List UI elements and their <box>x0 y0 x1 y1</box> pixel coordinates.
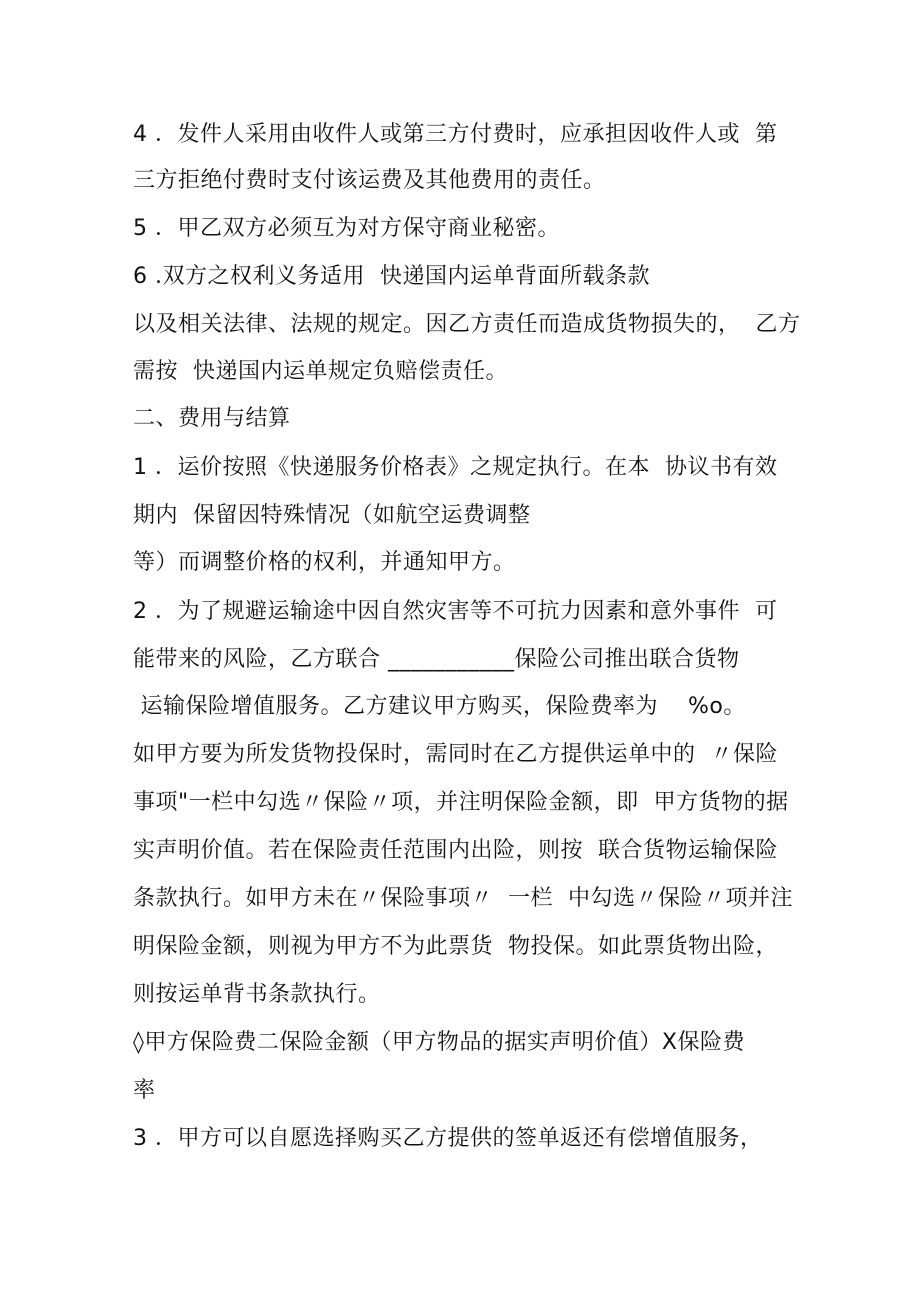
text-line: 如甲方要为所发货物投保时，需同时在乙方提供运单中的 〃保险 <box>133 742 778 767</box>
text-line: 则按运单背书条款执行。 <box>133 982 381 1007</box>
text-line: 能带来的风险，乙方联合 ___________保险公司推出联合货物 <box>133 647 740 672</box>
text-line: 3 ．甲方可以自愿选择购买乙方提供的签单返还有偿增值服务， <box>133 1126 763 1151</box>
formula-line: ◊甲方保险费二保险金额（甲方物品的据实声明价值）X保险费 <box>133 1030 745 1055</box>
section-heading: 二、费用与结算 <box>133 406 291 431</box>
text-line: 5 ．甲乙双方必须互为对方保守商业秘密。 <box>133 216 560 241</box>
text-line: 实声明价值。若在保险责任范围内出险，则按 联合货物运输保险 <box>133 838 778 863</box>
text-line: 以及相关法律、法规的规定。因乙方责任而造成货物损失的， 乙方 <box>133 312 801 337</box>
text-line: 运输保险增值服务。乙方建议甲方购买，保险费率为 %o。 <box>133 694 746 719</box>
text-line: 4 ．发件人采用由收件人或第三方付费时，应承担因收件人或 第 <box>133 122 778 147</box>
text-line: 1 ．运价按照《快递服务价格表》之规定执行。在本 协议书有效 <box>133 455 778 480</box>
text-line: 明保险金额，则视为甲方不为此票货 物投保。如此票货物出险， <box>133 934 778 959</box>
text-line: 三方拒绝付费时支付该运费及其他费用的责任。 <box>133 168 606 193</box>
text-line: 2 ．为了规避运输途中因自然灾害等不可抗力因素和意外事件 可 <box>133 599 778 624</box>
text-line: 期内 保留因特殊情况（如航空运费调整 <box>133 503 531 528</box>
text-line: 事项"一栏中勾选〃保险〃项，并注明保险金额，即 甲方货物的据 <box>133 790 789 815</box>
text-line: 条款执行。如甲方未在〃保险事项〃 一栏 中勾选〃保险〃项并注 <box>133 886 793 911</box>
text-line: 需按 快递国内运单规定负赔偿责任。 <box>133 359 508 384</box>
text-line: 6 .双方之权利义务适用 快递国内运单背面所载条款 <box>133 264 650 289</box>
text-line: 率 <box>133 1078 156 1103</box>
text-line: 等）而调整价格的权利，并通知甲方。 <box>133 550 516 575</box>
